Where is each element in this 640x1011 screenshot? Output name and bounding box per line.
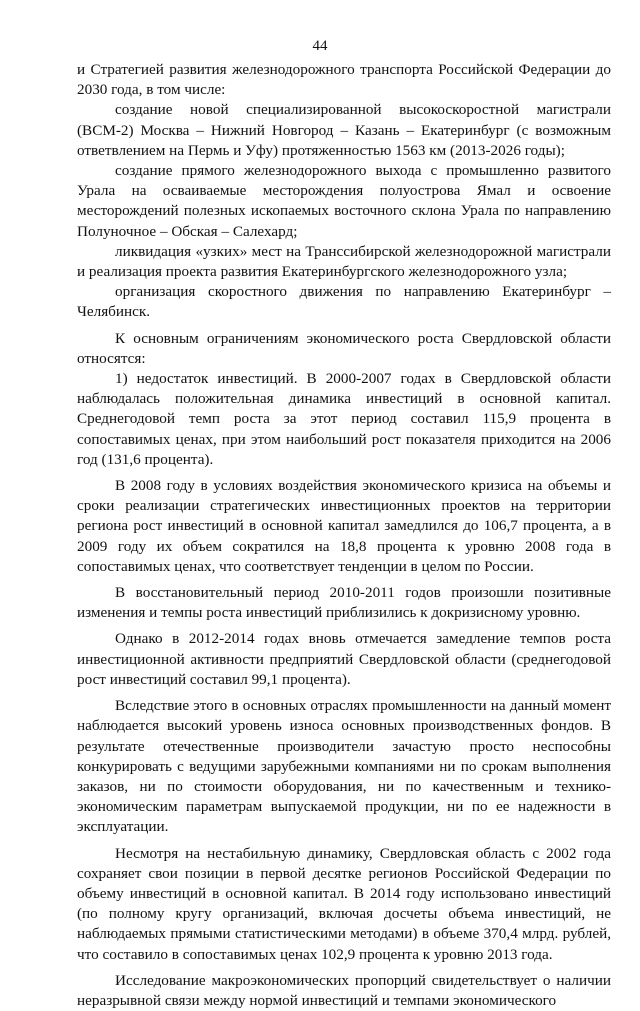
paragraph: организация скоростного движения по направлению Екатеринбург – Челябинск. — [77, 283, 611, 321]
paragraph: 1) недостаток инвестиций. В 2000-2007 годах в Свердловской области наблюдалась положительная динамика инвестиций в основной капитал. Среднегодовой темп роста за этот период составил 115,9 процента в сопоставимых ценах, при этом наибольший рост показателя приходится на 2006 год (131,6 процента). — [77, 370, 611, 468]
paragraph: ликвидация «узких» мест на Транссибирской железнодорожной магистрали и реализация проекта развития Екатеринбургского железнодорожного узла; — [77, 242, 611, 281]
paragraph: создание новой специализированной высокоскоростной магистрали (ВСМ-2) Москва – Нижний Новгород – Казань – Екатеринбург (с возможным ответвлением на Пермь и Уфу) протяженностью 1563 км (2013-2026 годы); — [77, 101, 611, 159]
paragraph: Исследование макроэкономических пропорций свидетельствует о наличии неразрывной связи между нормой инвестиций и темпами экономического — [77, 971, 611, 1009]
page-number: 44 — [312, 38, 328, 54]
paragraph: В 2008 году в условиях воздействия экономического кризиса на объемы и сроки реализации стратегических инвестиционных проектов на территории региона рост инвестиций в основной капитал замедлился до 106,7 процента, а в 2009 году их объем сократился на 18,8 процента к уровню 2008 года в сопоставимых ценах, что соответствует тенденции в целом по России. — [77, 477, 611, 575]
paragraph: К основным ограничениям экономического роста Свердловской области относятся: — [77, 329, 611, 367]
paragraph: создание прямого железнодорожного выхода с промышленно развитого Урала на осваиваемые месторождения полуострова Ямал и освоение месторождений полезных ископаемых восточного склона Урала по направлению Полуночное – Обская – Салехард; — [77, 162, 611, 240]
paragraph: и Стратегией развития железнодорожного транспорта Российской Федерации до 2030 года, в том числе: — [77, 61, 611, 99]
body-text — [77, 60, 611, 1011]
paragraph: Однако в 2012-2014 годах вновь отмечается замедление темпов роста инвестиционной активности предприятий Свердловской области (среднегодовой рост инвестиций составил 99,1 процента). — [77, 630, 611, 688]
paragraph: Вследствие этого в основных отраслях промышленности на данный момент наблюдается высокий уровень износа основных производственных фондов. В результате отечественные производители зачастую просто неспособны конкурировать с ведущими зарубежными компаниями ни по срокам выполнения заказов, ни по стоимости оборудования, ни по качественным и технико-экономическим параметрам выпускаемой продукции, ни по ее надежности в эксплуатации. — [77, 697, 611, 836]
paragraph: Несмотря на нестабильную динамику, Свердловская область с 2002 года сохраняет свои позиции в первой десятке регионов Российской Федерации по объему инвестиций в основной капитал. В 2014 году использовано инвестиций (по полному кругу организаций, включая досчеты объема инвестиций, не наблюдаемых прямыми статистическими методами) в объеме 370,4 млрд. рублей, что составило в сопоставимых ценах 102,9 процента к уровню 2013 года. — [77, 844, 611, 963]
paragraph: В восстановительный период 2010-2011 годов произошли позитивные изменения и темпы роста инвестиций приблизились к докризисному уровню. — [77, 584, 611, 622]
